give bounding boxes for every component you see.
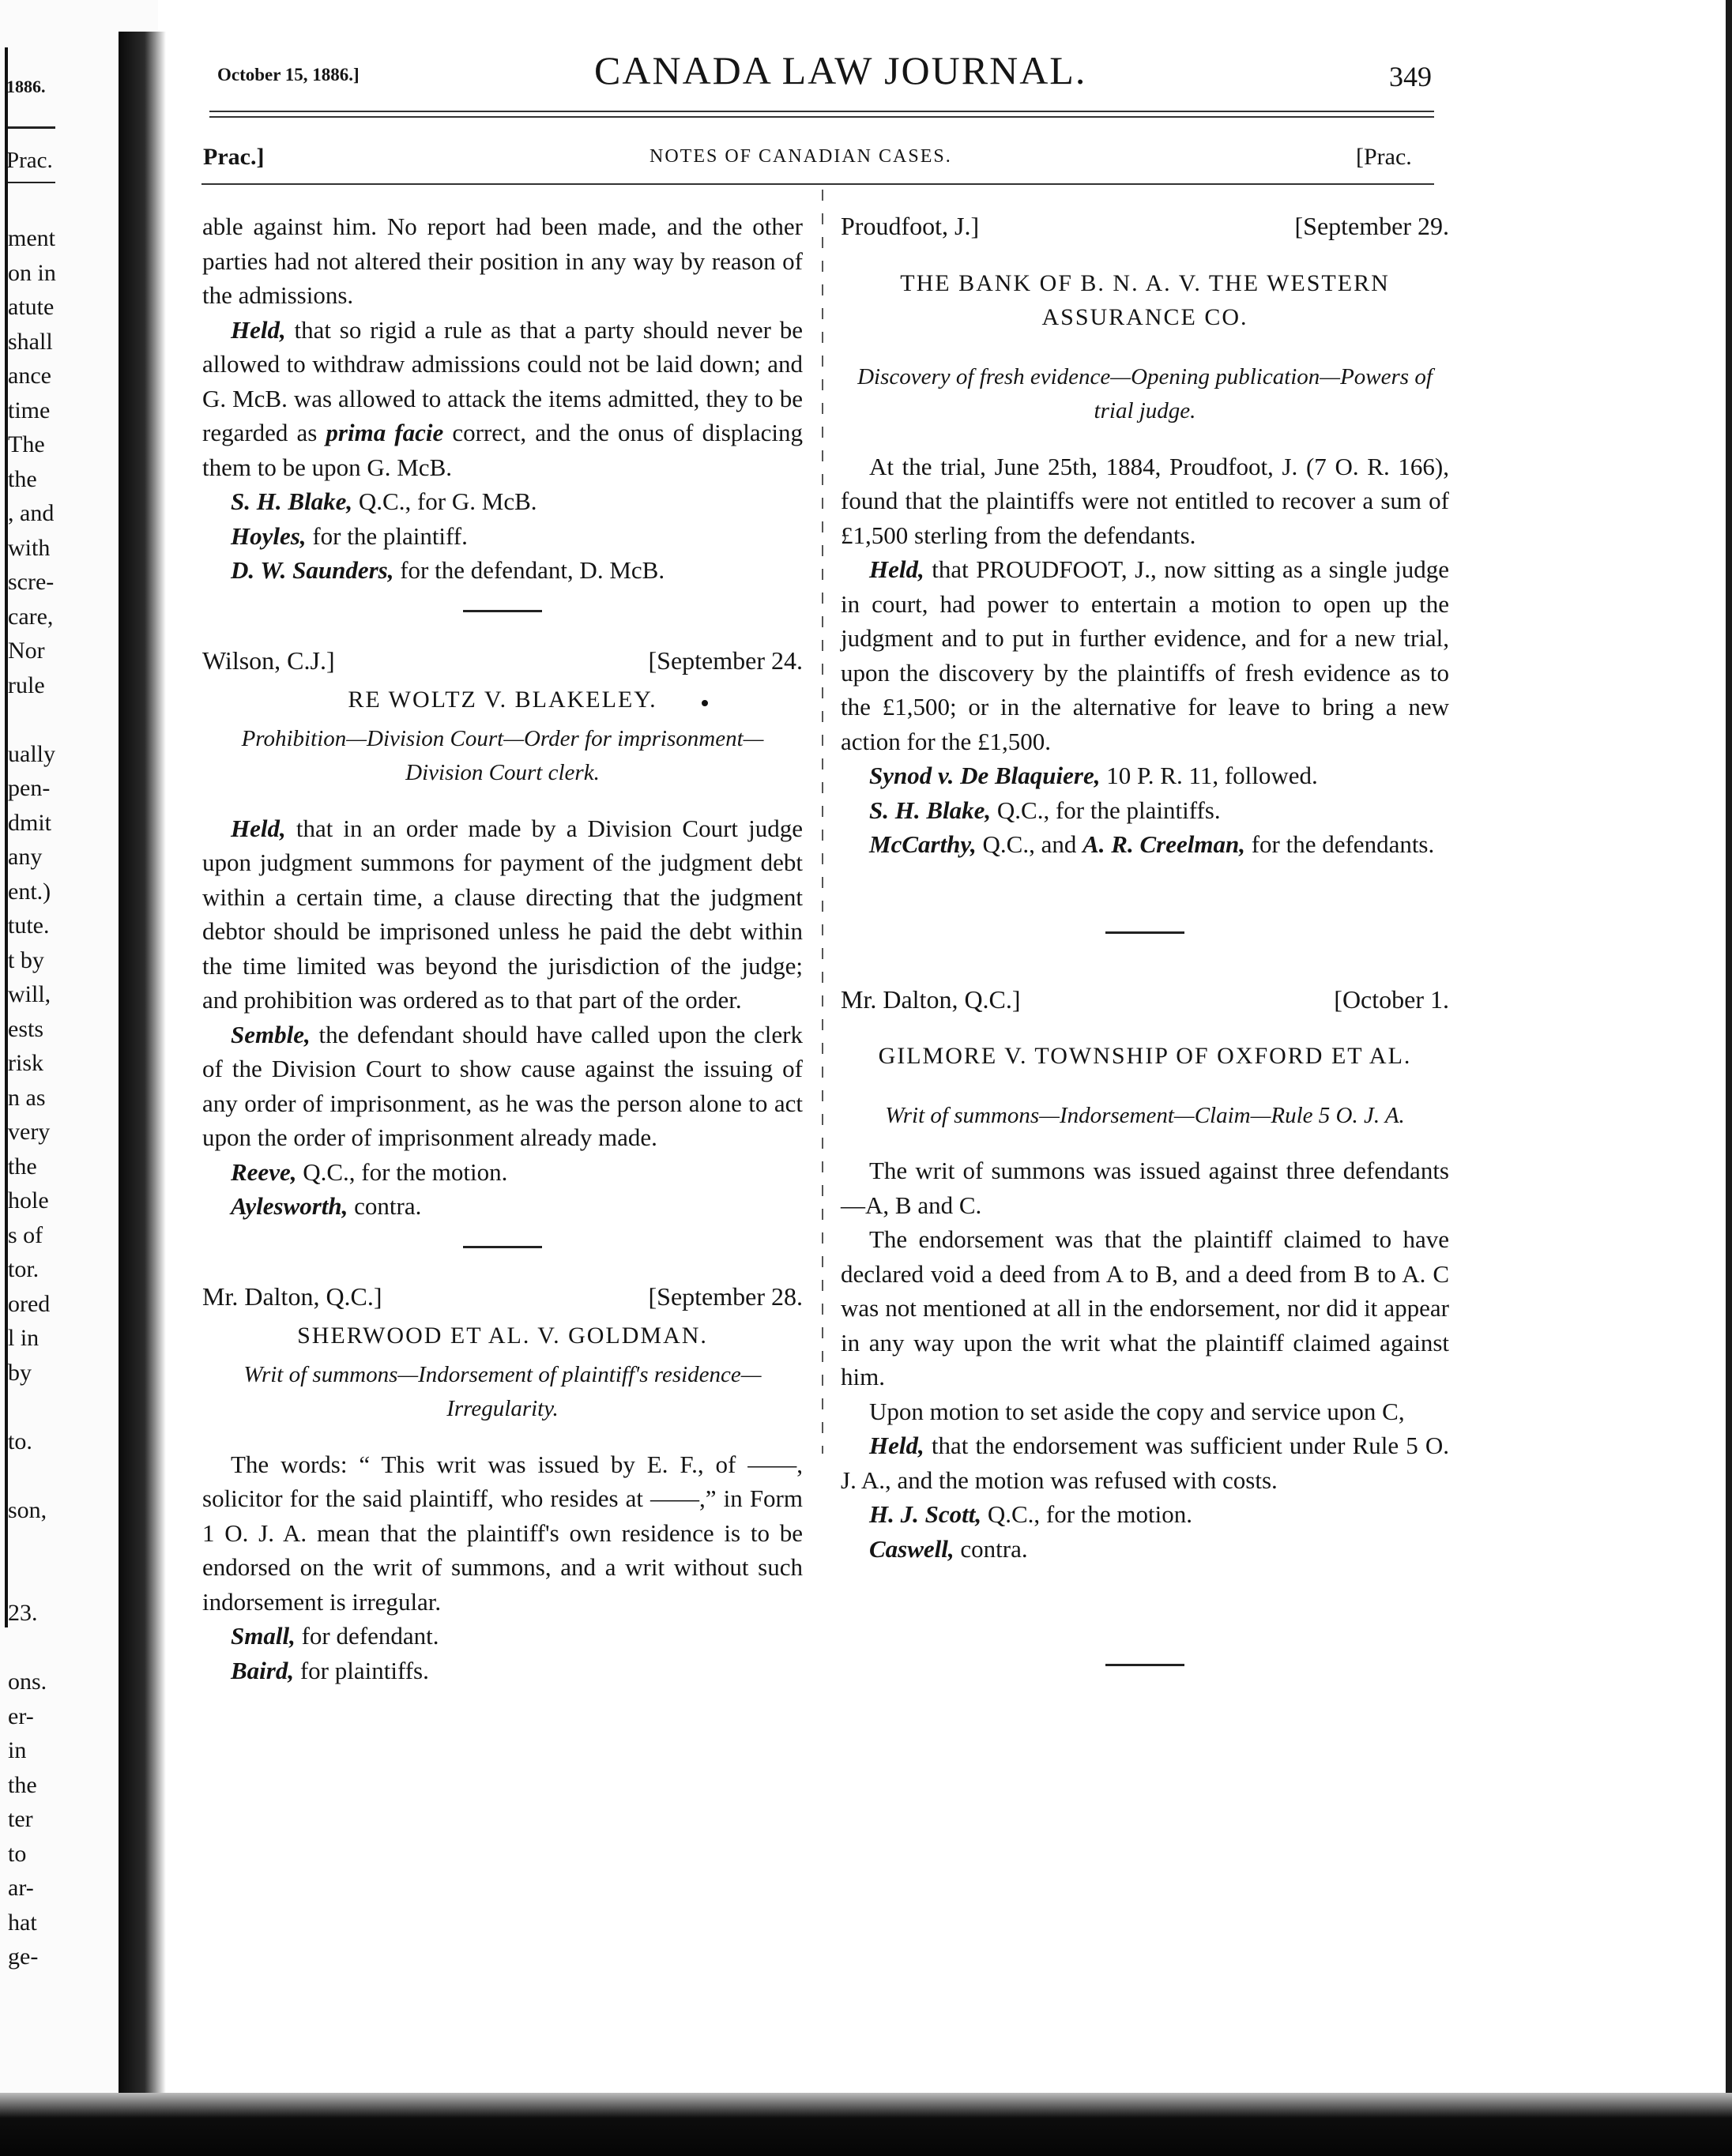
case-header	[841, 983, 1449, 1018]
prev-page-fragment: ar-	[8, 1875, 34, 1901]
semble-paragraph	[202, 1018, 803, 1155]
held-paragraph	[841, 552, 1449, 758]
prev-page-fragment: ually	[8, 740, 55, 767]
prev-page-fragment: any	[8, 844, 43, 870]
held-paragraph	[202, 313, 803, 485]
counsel-name: S. H. Blake,	[231, 487, 353, 515]
prev-page-fragment: time	[8, 397, 51, 423]
prev-page-fragment: risk	[8, 1050, 43, 1076]
case-header	[202, 1280, 803, 1315]
counsel-name: McCarthy,	[869, 830, 977, 858]
judge-name: Wilson, C.J.]	[202, 645, 335, 675]
counsel-line	[202, 1619, 803, 1654]
prev-page-fragment: ge-	[8, 1943, 39, 1970]
prev-page-fragment: the	[8, 1153, 37, 1180]
held-paragraph	[202, 811, 803, 1018]
case-continuation-text: able against him. No report had been made, and the other parties had not altered their position in any way by reason of the admissions.	[202, 213, 803, 309]
scan-edge-right	[1726, 0, 1732, 2156]
counsel-name: S. H. Blake,	[869, 796, 992, 824]
counsel-role: for plaintiffs.	[294, 1656, 429, 1684]
case-title: GILMORE V. TOWNSHIP OF OXFORD ET AL.	[878, 1043, 1412, 1069]
counsel-line	[202, 519, 803, 554]
section-tag-right: [Prac.	[1356, 144, 1412, 170]
counsel-line	[202, 1155, 803, 1190]
section-tag-left: Prac.]	[203, 144, 265, 170]
prev-page-fragment: , and	[8, 500, 55, 526]
prev-page-fragment: 23.	[8, 1600, 38, 1626]
judge-name: Mr. Dalton, Q.C.]	[202, 1281, 382, 1311]
prev-page-fragment	[8, 702, 56, 737]
case-headnote: Writ of summons—Indorsement of plaintiff's residence—Irregularity.	[243, 1361, 762, 1421]
counsel-role: Q.C., for G. McB.	[352, 487, 537, 515]
prev-page-fragment: with	[8, 534, 51, 561]
prev-page-fragment: scre-	[8, 569, 55, 595]
prev-page-section: Prac.	[6, 148, 53, 173]
case-text: The words: “ This writ was issued by E. F., of ——, solicitor for the said plaintiff, who resides at ——,” in Form 1 O. J. A. mean that the plaintiff's own residence is to be endorsed on the writ of summons, and a writ without such indorsement is irregular.	[202, 1450, 803, 1616]
right-column	[841, 209, 1449, 1698]
counsel-role: contra.	[954, 1534, 1028, 1563]
prev-page-fragment: care,	[8, 603, 54, 630]
counsel-name: H. J. Scott,	[869, 1500, 982, 1528]
prev-page-fragment: by	[8, 1359, 32, 1386]
case-separator	[1105, 1664, 1184, 1666]
semble-text: the defendant should have called upon the clerk of the Division Court to show cause against the issuing of any order of imprisonment, as he was the person alone to act upon the order of imprisonment already made.	[202, 1020, 803, 1151]
prev-page-fragment: ons.	[8, 1669, 47, 1695]
case-text: At the trial, June 25th, 1884, Proudfoot, J. (7 O. R. 166), found that the plaintiffs were not entitled to recover a sum of £1,500 sterling from the defendants.	[841, 452, 1449, 549]
held-label: Held,	[231, 814, 286, 842]
journal-title: CANADA LAW JOURNAL.	[594, 48, 1087, 92]
prev-page-fragment: er-	[8, 1703, 34, 1729]
case-headnote: Writ of summons—Indorsement—Claim—Rule 5 O. J. A.	[885, 1102, 1405, 1128]
prev-page-fragment	[8, 1390, 56, 1424]
semble-label: Semble,	[231, 1020, 311, 1048]
case-text: The writ of summons was issued against three defendants—A, B and C.	[841, 1157, 1449, 1219]
decision-date: [September 28.	[648, 1281, 803, 1311]
prev-page-fragment: pen-	[8, 775, 51, 801]
held-label: Held,	[869, 1432, 924, 1459]
column-divider	[822, 190, 823, 1454]
case-header	[841, 209, 1449, 244]
case-headnote: Prohibition—Division Court—Order for imprisonment—Division Court clerk.	[241, 725, 764, 785]
decision-date: [September 29.	[1294, 212, 1449, 240]
prev-page-fragment: to.	[8, 1428, 32, 1454]
counsel-name: A. R. Creelman,	[1082, 830, 1245, 858]
left-column	[202, 209, 803, 1688]
prev-page-rule	[8, 126, 55, 129]
prev-page-fragment: to	[8, 1840, 27, 1867]
counsel-line	[202, 1654, 803, 1688]
prev-page-fragment: the	[8, 1771, 37, 1798]
prev-page-fragment: ter	[8, 1806, 33, 1832]
prev-page-header: 1886.	[6, 77, 46, 96]
prev-page-text-fragments	[8, 221, 56, 1974]
counsel-line	[841, 1532, 1449, 1567]
cited-case: Synod v. De Blaquiere,	[869, 762, 1101, 789]
held-label: Held,	[231, 315, 286, 344]
header-rule	[209, 116, 1434, 118]
counsel-name: Reeve,	[231, 1157, 297, 1186]
prev-page-fragment: s of	[8, 1221, 43, 1248]
prev-page-fragment: son,	[8, 1496, 47, 1523]
prev-page-fragment: hole	[8, 1187, 49, 1213]
counsel-line	[841, 827, 1449, 862]
held-text: that the endorsement was sufficient under Rule 5 O. J. A., and the motion was refused with costs.	[841, 1432, 1449, 1494]
held-text-b: correct, and the onus of displacing them to be upon G. McB.	[202, 419, 804, 481]
prev-page-fragment: on in	[8, 259, 56, 286]
counsel-role: Q.C., for the plaintiffs.	[991, 796, 1221, 824]
counsel-name: Hoyles,	[231, 521, 307, 550]
held-label: Held,	[869, 555, 924, 583]
counsel-role: for defendant.	[295, 1622, 439, 1650]
prev-page-fragment: will,	[8, 981, 51, 1007]
case-separator	[1105, 931, 1184, 934]
case-header	[202, 644, 803, 679]
counsel-name: Aylesworth,	[231, 1192, 348, 1220]
prev-page-fragment: ests	[8, 1015, 43, 1042]
counsel-role: contra.	[348, 1192, 422, 1220]
previous-page-sliver	[0, 0, 111, 2086]
prev-page-fragment: ance	[8, 363, 51, 389]
prev-page-fragment	[8, 1631, 56, 1665]
prev-page-fragment: l in	[8, 1325, 40, 1351]
case-text: Upon motion to set aside the copy and service upon C,	[869, 1397, 1405, 1425]
counsel-line	[841, 1497, 1449, 1532]
case-title: THE BANK OF B. N. A. V. THE WESTERN ASSURANCE CO.	[900, 269, 1390, 330]
prev-page-fragment: tor.	[8, 1256, 40, 1282]
case-separator	[463, 610, 542, 612]
prev-page-fragment	[8, 1562, 56, 1597]
ink-speck	[702, 700, 708, 706]
decision-date: [October 1.	[1334, 984, 1449, 1014]
prev-page-fragment: The	[8, 431, 45, 457]
prev-page-fragment: dmit	[8, 809, 52, 836]
scan-edge-bottom	[0, 2093, 1732, 2156]
prev-page-fragment: atute	[8, 294, 55, 320]
held-italic-phrase: prima facie	[326, 419, 444, 446]
page-number: 349	[1389, 61, 1432, 92]
held-paragraph	[841, 1428, 1449, 1497]
counsel-name: Small,	[231, 1622, 296, 1650]
counsel-line	[841, 793, 1449, 828]
held-text: that PROUDFOOT, J., now sitting as a single judge in court, had power to entertain a motion to open up the judgment and to put in further evidence, and for a new trial, upon the discovery by the plaintiffs of fresh evidence as to the £1,500; or in the alternative for leave to bring a new action for the £1,500.	[841, 555, 1449, 755]
case-title: SHERWOOD ET AL. V. GOLDMAN.	[297, 1323, 708, 1349]
case-headnote: Discovery of fresh evidence—Opening publication—Powers of trial judge.	[857, 363, 1433, 423]
counsel-name: Baird,	[231, 1656, 295, 1684]
prev-page-fragment: in	[8, 1737, 27, 1763]
counsel-line	[202, 484, 803, 519]
prev-page-fragment: t by	[8, 946, 44, 973]
counsel-role: for the defendant, D. McB.	[393, 556, 665, 584]
case-separator	[463, 1246, 542, 1248]
prev-page-fragment	[8, 1527, 56, 1562]
decision-date: [September 24.	[648, 645, 803, 675]
counsel-line	[202, 1189, 803, 1224]
subheader-rule	[201, 183, 1434, 185]
held-text-a: that so rigid a rule as that a party should never be allowed to withdraw admissions could not be laid down; and G. McB. was allowed to attack the items admitted, they to be regarded as	[202, 315, 803, 446]
judge-name: Mr. Dalton, Q.C.]	[841, 984, 1021, 1014]
binding-shadow	[119, 32, 166, 2156]
counsel-role: Q.C., for the motion.	[981, 1500, 1193, 1528]
counsel-name: Caswell,	[869, 1534, 954, 1563]
prev-page-fragment: shall	[8, 328, 53, 355]
held-text: that in an order made by a Division Court judge upon judgment summons for payment of the judgment debt within a certain time, a clause directing that the judgment debtor should be imprisoned unless he paid the debt within the time limited was beyond the jurisdiction of the judge; and prohibition was ordered as to that part of the order.	[202, 814, 803, 1014]
prev-page-fragment: very	[8, 1119, 51, 1145]
prev-page-fragment: hat	[8, 1909, 37, 1936]
header-rule	[209, 111, 1434, 112]
prev-page-rule	[8, 182, 55, 183]
prev-page-fragment	[8, 1458, 56, 1493]
prev-page-fragment: rule	[8, 672, 45, 698]
counsel-role: Q.C., and	[976, 830, 1083, 858]
counsel-role: for the plaintiff.	[306, 521, 468, 550]
section-heading: NOTES OF CANADIAN CASES.	[650, 146, 952, 167]
counsel-role: for the defendants.	[1244, 830, 1435, 858]
prev-page-fragment: ent.)	[8, 878, 51, 905]
prev-page-fragment: Nor	[8, 638, 45, 664]
prev-page-fragment: ored	[8, 1290, 51, 1317]
prev-page-fragment: tute.	[8, 912, 50, 939]
issue-date: October 15, 1886.]	[217, 65, 360, 85]
citation-text: 10 P. R. 11, followed.	[1100, 762, 1318, 789]
case-text: The endorsement was that the plaintiff claimed to have declared void a deed from A to B, and a deed from B to A. C was not mentioned at all in the endorsement, nor did it appear in any way upon the writ what the plaintiff claimed against him.	[841, 1225, 1449, 1390]
prev-page-fragment: n as	[8, 1084, 46, 1111]
prev-page-fragment: the	[8, 465, 37, 492]
prev-page-fragment: ment	[8, 225, 55, 251]
counsel-name: D. W. Saunders,	[231, 556, 394, 584]
judge-name: Proudfoot, J.]	[841, 212, 980, 240]
case-title: RE WOLTZ V. BLAKELEY.	[348, 687, 657, 713]
citation-line	[841, 758, 1449, 793]
counsel-role: Q.C., for the motion.	[296, 1157, 508, 1186]
counsel-line	[202, 553, 803, 588]
